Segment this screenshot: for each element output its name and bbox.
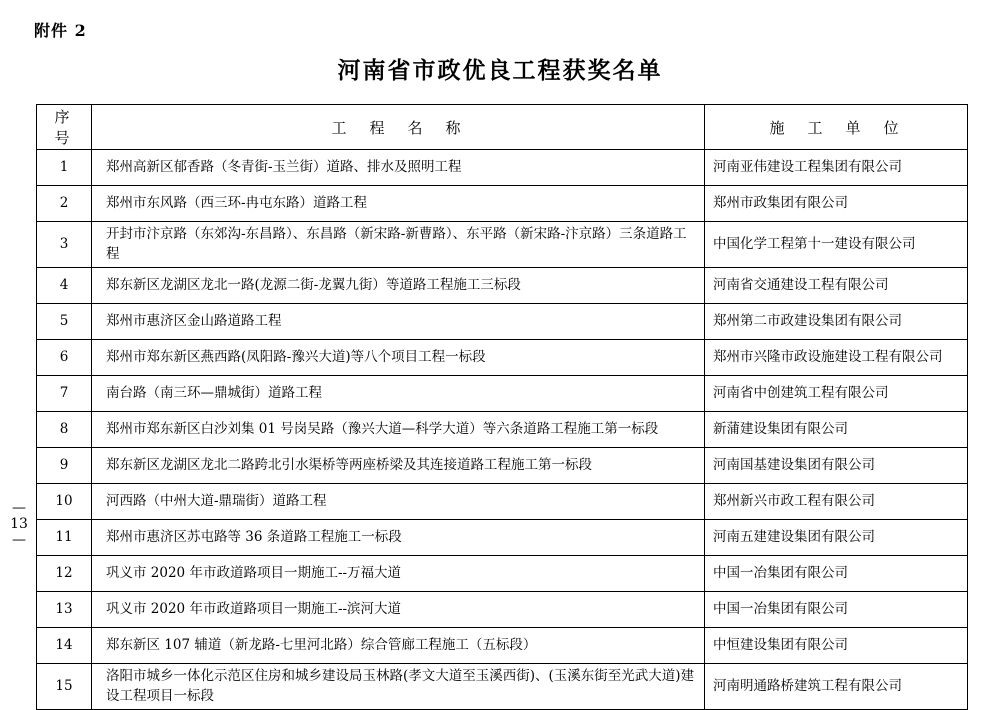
table-body: [37, 150, 968, 710]
table-row: [37, 592, 968, 628]
cell-no: 3: [37, 222, 92, 268]
cell-project-name: 郑州市郑东新区白沙刘集 01 号岗吴路（豫兴大道—科学大道）等六条道路工程施工第一标段: [92, 412, 705, 448]
table-header: [37, 105, 968, 150]
table-row: [37, 222, 968, 268]
cell-no: 14: [37, 628, 92, 664]
cell-unit: 郑州第二市政建设集团有限公司: [705, 304, 968, 340]
cell-project-name: 郑东新区龙湖区龙北二路跨北引水渠桥等两座桥梁及其连接道路工程施工第一标段: [92, 448, 705, 484]
award-list-table: [36, 104, 968, 710]
cell-project-name: 郑州市惠济区苏屯路等 36 条道路工程施工一标段: [92, 520, 705, 556]
cell-no: 11: [37, 520, 92, 556]
cell-no: 15: [37, 664, 92, 710]
cell-unit: 河南国基建设集团有限公司: [705, 448, 968, 484]
cell-project-name: 郑州高新区郁香路（冬青街-玉兰街）道路、排水及照明工程: [92, 150, 705, 186]
attachment-label: 附件 2: [34, 21, 87, 40]
cell-unit: 河南省交通建设工程有限公司: [705, 268, 968, 304]
page-title: 河南省市政优良工程获奖名单: [337, 57, 663, 84]
table-row: [37, 664, 968, 710]
cell-no: 5: [37, 304, 92, 340]
cell-unit: 中恒建设集团有限公司: [705, 628, 968, 664]
cell-unit: 中国一冶集团有限公司: [705, 556, 968, 592]
cell-project-name: 河西路（中州大道-鼎瑞街）道路工程: [92, 484, 705, 520]
table-row: [37, 520, 968, 556]
cell-no: 10: [37, 484, 92, 520]
table-row: [37, 150, 968, 186]
page-number: [8, 500, 30, 548]
cell-unit: 郑州市兴隆市政设施建设工程有限公司: [705, 340, 968, 376]
cell-project-name: 巩义市 2020 年市政道路项目一期施工--滨河大道: [92, 592, 705, 628]
table-row: [37, 340, 968, 376]
cell-no: 7: [37, 376, 92, 412]
table-row: [37, 304, 968, 340]
table-header-row: [37, 105, 968, 150]
cell-project-name: 巩义市 2020 年市政道路项目一期施工--万福大道: [92, 556, 705, 592]
cell-no: 6: [37, 340, 92, 376]
table-row: [37, 268, 968, 304]
cell-no: 8: [37, 412, 92, 448]
cell-no: 13: [37, 592, 92, 628]
cell-no: 12: [37, 556, 92, 592]
cell-project-name: 郑东新区 107 辅道（新龙路-七里河北路）综合管廊工程施工（五标段）: [92, 628, 705, 664]
cell-unit: 河南五建建设集团有限公司: [705, 520, 968, 556]
cell-unit: 中国一冶集团有限公司: [705, 592, 968, 628]
cell-no: 1: [37, 150, 92, 186]
cell-unit: 河南省中创建筑工程有限公司: [705, 376, 968, 412]
cell-unit: 中国化学工程第十一建设有限公司: [705, 222, 968, 268]
cell-project-name: 郑州市郑东新区燕西路(凤阳路-豫兴大道)等八个项目工程一标段: [92, 340, 705, 376]
cell-no: 2: [37, 186, 92, 222]
cell-project-name: 开封市汴京路（东郊沟-东昌路）、东昌路（新宋路-新曹路）、东平路（新宋路-汴京路）三条道路工程: [92, 222, 705, 268]
cell-unit: 河南亚伟建设工程集团有限公司: [705, 150, 968, 186]
cell-project-name: 洛阳市城乡一体化示范区住房和城乡建设局玉林路(孝文大道至玉溪西街)、(玉溪东街至光武大道)建设工程项目一标段: [92, 664, 705, 710]
column-header-unit: 施 工 单 位: [705, 105, 968, 150]
cell-unit: 郑州市政集团有限公司: [705, 186, 968, 222]
cell-unit: 郑州新兴市政工程有限公司: [705, 484, 968, 520]
table-row: [37, 448, 968, 484]
column-header-no: 序 号: [37, 105, 92, 150]
cell-project-name: 郑州市东风路（西三环-冉屯东路）道路工程: [92, 186, 705, 222]
table-row: [37, 484, 968, 520]
column-header-project-name: 工 程 名 称: [92, 105, 705, 150]
table-row: [37, 376, 968, 412]
cell-no: 4: [37, 268, 92, 304]
table-row: [37, 556, 968, 592]
cell-project-name: 郑州市惠济区金山路道路工程: [92, 304, 705, 340]
cell-project-name: 郑东新区龙湖区龙北一路(龙源二街-龙翼九街）等道路工程施工三标段: [92, 268, 705, 304]
cell-project-name: 南台路（南三环—鼎城街）道路工程: [92, 376, 705, 412]
page-number-text: — 13 —: [10, 500, 28, 549]
table-row: [37, 628, 968, 664]
table-row: [37, 412, 968, 448]
table-row: [37, 186, 968, 222]
cell-unit: 河南明通路桥建筑工程有限公司: [705, 664, 968, 710]
cell-no: 9: [37, 448, 92, 484]
cell-unit: 新蒲建设集团有限公司: [705, 412, 968, 448]
